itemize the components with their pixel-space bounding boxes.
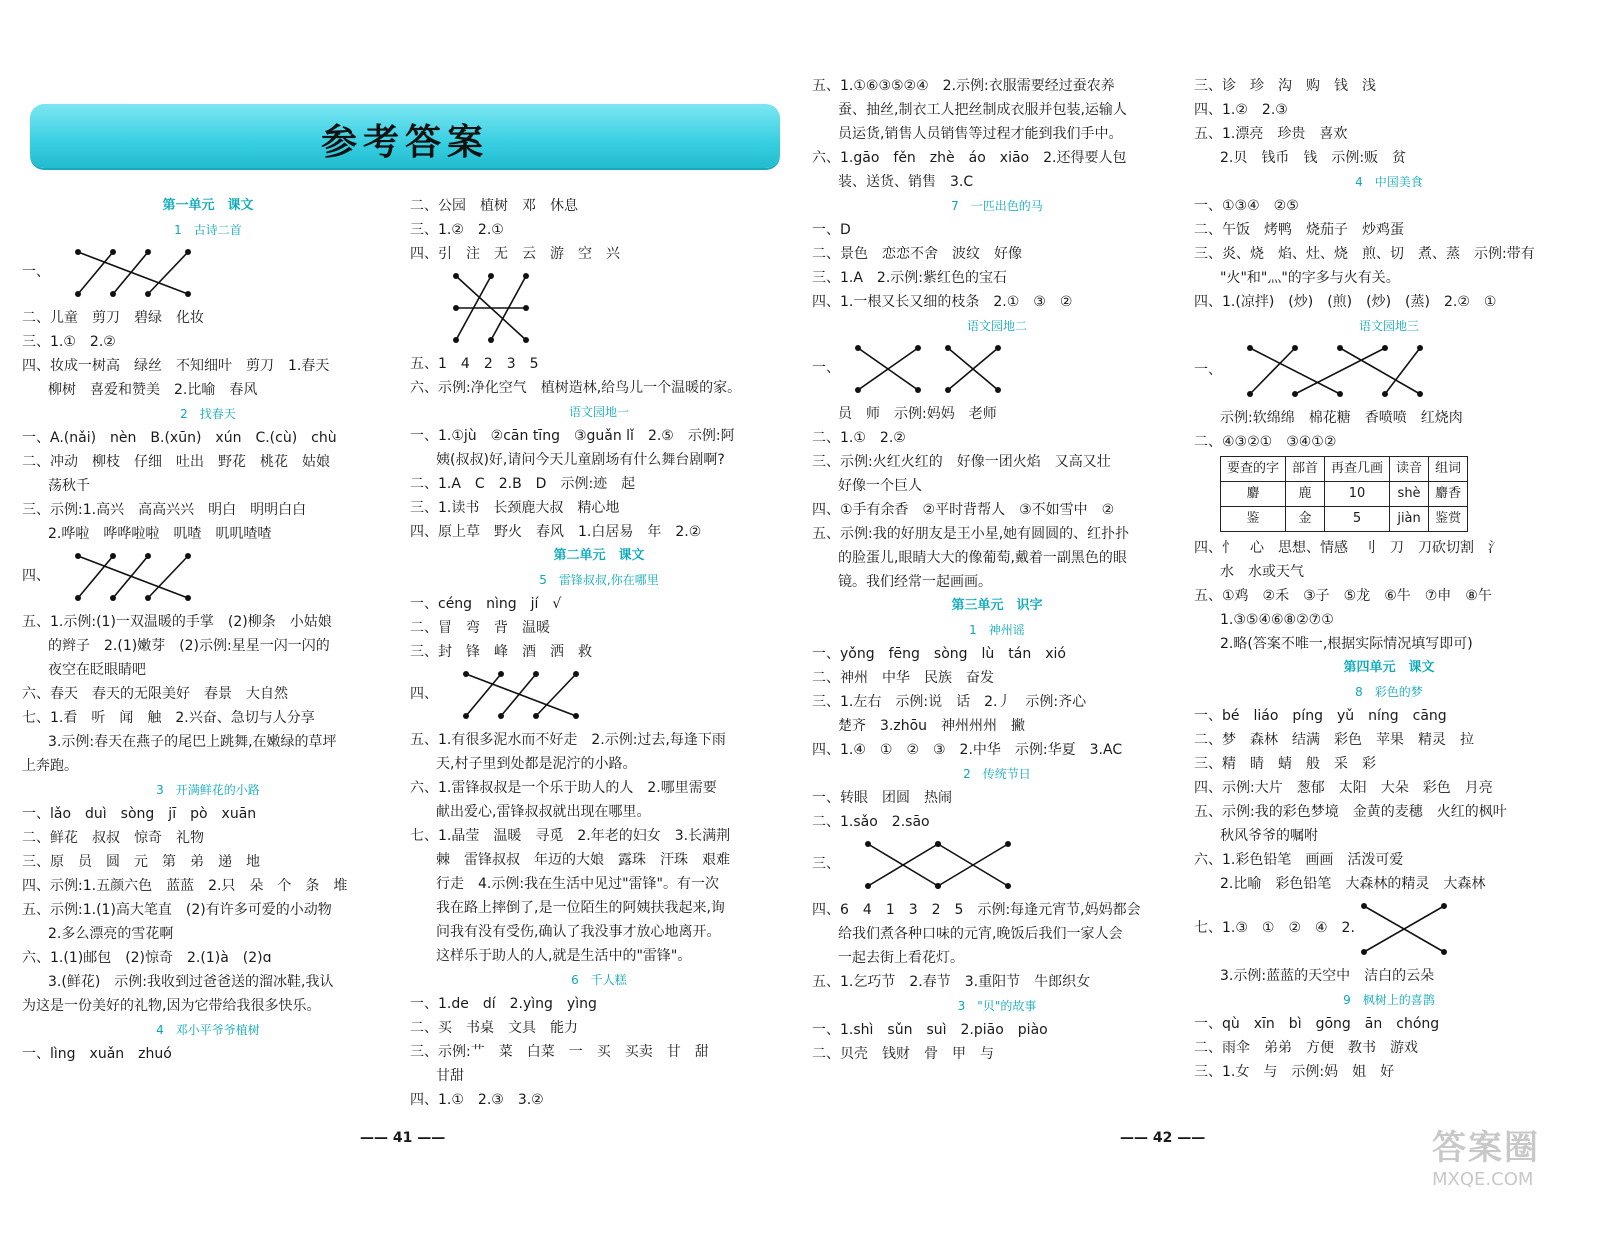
table-cell: 金 — [1286, 507, 1325, 532]
answer-line: 五、1.示例:(1)一双温暖的手掌 (2)柳条 小姑娘 — [22, 614, 332, 630]
banner-title: 参考答案 — [320, 122, 489, 163]
answer-line: 甘甜 — [436, 1068, 464, 1084]
answer-line: 二、1.A C 2.B D 示例:迹 起 — [410, 476, 636, 492]
matching-exercise — [812, 338, 1182, 402]
matching-dot — [523, 305, 529, 311]
matching-dot — [523, 273, 529, 279]
lesson-heading: 1 古诗二首 — [174, 223, 242, 237]
matching-lines-graphic — [436, 666, 606, 726]
page-number-right-value: 42 — [1152, 1130, 1173, 1146]
table-row — [1221, 482, 1468, 507]
matching-dot — [573, 671, 579, 677]
answer-line: 二、公园 植树 邓 休息 — [410, 198, 578, 214]
answer-line: 七、1.看 听 闻 触 2.兴奋、急切与人分享 — [22, 710, 315, 726]
matching-dot — [1292, 345, 1298, 351]
answer-line: 六、1.(1)邮包 (2)惊奇 2.(1)à (2)ɑ — [22, 950, 272, 966]
answer-line: 一、转眼 团圆 热闹 — [812, 790, 952, 806]
matching-line — [1295, 348, 1385, 394]
matching-line — [1250, 348, 1340, 394]
matching-line — [148, 252, 188, 294]
table-header-cell: 要查的字 — [1221, 457, 1286, 482]
answer-line: 三、1.左右 示例:说 话 2.丿 示例:齐心 — [812, 694, 1087, 710]
answer-line: 行走 4.示例:我在生活中见过"雷锋"。有一次 — [436, 876, 719, 892]
lesson-heading: 2 传统节日 — [963, 767, 1031, 781]
matching-dot — [1441, 903, 1447, 909]
matching-dot — [488, 273, 494, 279]
column-1 — [22, 194, 394, 1066]
matching-exercise — [1194, 338, 1584, 406]
exercise-label: 一、 — [22, 264, 50, 280]
answer-line: 一、bé liáo píng yǔ níng cāng — [1194, 708, 1447, 724]
matching-dot — [865, 883, 871, 889]
answer-line: 一、A.(nǎi) nèn B.(xūn) xún C.(cù) chù — [22, 430, 337, 446]
answer-line: 献出爱心,雷锋叔叔就出现在哪里。 — [436, 804, 651, 820]
answer-line: 示例:软绵绵 棉花糖 香喷喷 红烧肉 — [1220, 410, 1463, 426]
answer-line: 四、妆成一树高 绿丝 不知细叶 剪刀 1.春天 — [22, 358, 330, 374]
answer-line: 2.贝 钱币 钱 示例:贩 贫 — [1220, 150, 1407, 166]
answer-line: 三、1.A 2.示例:紫红色的宝石 — [812, 270, 1008, 286]
answer-line: 装、送货、销售 3.C — [838, 174, 974, 190]
lesson-heading: 6 千人糕 — [571, 973, 627, 987]
answer-line: 一、yǒng fēng sòng lù tán xió — [812, 646, 1066, 662]
matching-dot — [915, 345, 921, 351]
answer-line: 四、1.① 2.③ 3.② — [410, 1092, 544, 1108]
matching-dot — [185, 553, 191, 559]
answer-line: 三、1.女 与 示例:妈 姐 好 — [1194, 1064, 1395, 1080]
matching-lines-graphic — [48, 244, 218, 304]
answer-line: 问我有没有受伤,确认了我没事才放心地离开。 — [436, 924, 721, 940]
exercise-label: 一、 — [1194, 362, 1222, 378]
unit-heading: 第一单元 课文 — [162, 198, 254, 213]
table-row — [1221, 507, 1468, 532]
matching-dot — [523, 337, 529, 343]
answer-line: 二、买 书桌 文具 能力 — [410, 1020, 578, 1036]
answer-line: 三、示例:艹 菜 白菜 一 买 买卖 甘 甜 — [410, 1044, 709, 1060]
answer-line: 荡秋千 — [48, 478, 90, 494]
answer-line: 四、1.④ ① ② ③ 2.中华 示例:华夏 3.AC — [812, 742, 1123, 758]
matching-dot — [1361, 949, 1367, 955]
matching-dot — [855, 345, 861, 351]
answer-line: 五、1.漂亮 珍贵 喜欢 — [1194, 126, 1348, 142]
answer-line: 一、céng nìng jí √ — [410, 596, 562, 612]
page-number-left: —— 41 —— — [360, 1130, 446, 1146]
answer-line: 楚齐 3.zhōu 神州州州 撇 — [838, 718, 1026, 734]
matching-lines-graphic — [838, 340, 1008, 400]
answer-line: 六、1.彩色铅笔 画画 活泼可爱 — [1194, 852, 1404, 868]
answer-line: 二、雨伞 弟弟 方便 教书 游戏 — [1194, 1040, 1418, 1056]
answer-line: 二、1.sǎo 2.sāo — [812, 814, 930, 830]
matching-dot — [573, 713, 579, 719]
unit-heading: 第三单元 识字 — [951, 598, 1043, 613]
matching-dot — [1337, 345, 1343, 351]
matching-line — [148, 556, 188, 598]
answer-line: 2.比喻 彩色铅笔 大森林的精灵 大森林 — [1220, 876, 1486, 892]
answer-line: 五、示例:1.(1)高大笔直 (2)有许多可爱的小动物 — [22, 902, 332, 918]
matching-dot — [935, 841, 941, 847]
answer-line: 的脸蛋儿,眼睛大大的像葡萄,戴着一副黑色的眼 — [838, 550, 1127, 566]
answer-line: 四、1.(凉拌) (炒) (煎) (炒) (蒸) 2.② ① — [1194, 294, 1497, 310]
matching-dot — [855, 387, 861, 393]
answer-line: 七、1.晶莹 温暖 寻觅 2.年老的妇女 3.长满荆 — [410, 828, 731, 844]
answer-line: 二、儿童 剪刀 碧绿 化妆 — [22, 310, 204, 326]
answer-line: 四、1.一根又长又细的枝条 2.① ③ ② — [812, 294, 1073, 310]
unit-heading: 第二单元 课文 — [553, 548, 645, 563]
answer-line: 四、6 4 1 3 2 5 示例:每逢元宵节,妈妈都会 — [812, 902, 1141, 918]
answer-line: 二、冲动 柳枝 仔细 吐出 野花 桃花 姑娘 — [22, 454, 330, 470]
matching-dot — [75, 553, 81, 559]
exercise-label: 三、 — [812, 856, 840, 872]
matching-line — [113, 556, 148, 598]
matching-dot — [865, 841, 871, 847]
answer-line: 五、1.①⑥③⑤②④ 2.示例:衣服需要经过蚕农养 — [812, 78, 1115, 94]
answer-line: 2.多么漂亮的雪花啊 — [48, 926, 174, 942]
answer-line: 三、1.② 2.① — [410, 222, 504, 238]
answer-line: 一、①③④ ②⑤ — [1194, 198, 1299, 214]
answer-line: "火"和"灬"的字多与火有关。 — [1220, 270, 1400, 286]
answer-line: 三、原 员 圆 元 第 弟 递 地 — [22, 854, 260, 870]
answer-line: 五、1.乞巧节 2.春节 3.重阳节 牛郎织女 — [812, 974, 1091, 990]
answer-line: 三、炎、烧 焰、灶、烧 煎、切 煮、蒸 示例:带有 — [1194, 246, 1535, 262]
table-cell: shè — [1390, 482, 1429, 507]
matching-line — [1250, 348, 1295, 394]
matching-dot — [1337, 391, 1343, 397]
answer-line: 四、原上草 野火 春风 1.白居易 年 2.② — [410, 524, 702, 540]
matching-dot — [453, 337, 459, 343]
table-header-cell: 再查几画 — [1325, 457, 1390, 482]
answer-line: 一、1.shì sǔn suì 2.piāo piào — [812, 1022, 1048, 1038]
answer-line: 二、1.① 2.② — [812, 430, 906, 446]
matching-exercise — [410, 664, 788, 728]
answer-line: 2.哗啦 哗哗啦啦 叽喳 叽叽喳喳 — [48, 526, 272, 542]
matching-dot — [110, 249, 116, 255]
answer-banner — [30, 104, 780, 168]
answer-line: 五、示例:我的彩色梦境 金黄的麦穗 火红的枫叶 — [1194, 804, 1507, 820]
lesson-heading: 7 一匹出色的马 — [951, 199, 1043, 213]
unit-heading: 第四单元 课文 — [1343, 660, 1435, 675]
column-4 — [1194, 74, 1584, 1084]
answer-line: 二、神州 中华 民族 奋发 — [812, 670, 994, 686]
matching-lines-graphic — [1344, 898, 1464, 962]
column-3 — [812, 74, 1182, 1066]
exercise-label: 四、 — [410, 686, 438, 702]
answer-line: 三、示例:火红火红的 好像一团火焰 又高又壮 — [812, 454, 1111, 470]
answer-line: 蚕、抽丝,制衣工人把丝制成衣服并包装,运输人 — [838, 102, 1127, 118]
table-header-cell: 读音 — [1390, 457, 1429, 482]
matching-line — [113, 252, 148, 294]
matching-lines-graphic — [436, 268, 546, 350]
answer-line: 为这是一份美好的礼物,因为它带给我很多快乐。 — [22, 998, 321, 1014]
answer-line: 四、1.② 2.③ — [1194, 102, 1288, 118]
matching-dot — [533, 671, 539, 677]
answer-line: 四、示例:1.五颜六色 蓝蓝 2.只 朵 个 条 堆 — [22, 878, 348, 894]
table-cell: 5 — [1325, 507, 1390, 532]
matching-line — [1385, 348, 1420, 394]
answer-line: 姨(叔叔)好,请问今天儿童剧场有什么舞台剧啊? — [436, 452, 725, 468]
answer-line: 给我们煮各种口味的元宵,晚饭后我们一家人会 — [838, 926, 1123, 942]
right-page — [800, 0, 1600, 1235]
answer-line: 一、qù xīn bì gōng ān chóng — [1194, 1016, 1440, 1032]
matching-dot — [1382, 345, 1388, 351]
matching-dot — [1417, 391, 1423, 397]
table-header-cell: 组词 — [1429, 457, 1468, 482]
matching-dot — [185, 595, 191, 601]
matching-exercise — [22, 242, 394, 306]
matching-dot — [1441, 949, 1447, 955]
matching-dot — [915, 387, 921, 393]
page-number-right: —— 42 —— — [1120, 1130, 1206, 1146]
answer-line: 四、①手有余香 ②平时背帮人 ③不如雪中 ② — [812, 502, 1115, 518]
answer-line: 三、1.① 2.② — [22, 334, 116, 350]
answer-line: 一、1.de dí 2.yìng yìng — [410, 996, 597, 1012]
matching-dot — [498, 713, 504, 719]
matching-dot — [75, 249, 81, 255]
matching-dot — [1005, 841, 1011, 847]
answer-line: 六、1.雷锋叔叔是一个乐于助人的人 2.哪里需要 — [410, 780, 717, 796]
lesson-heading: 语文园地二 — [966, 319, 1027, 333]
matching-dot — [145, 595, 151, 601]
matching-dot — [1361, 903, 1367, 909]
matching-dot — [185, 291, 191, 297]
matching-lines-graphic — [838, 836, 1038, 896]
answer-line: 夜空在眨眼睛吧 — [48, 662, 146, 678]
answer-line: 2.略(答案不唯一,根据实际情况填写即可) — [1220, 636, 1473, 652]
answer-line: 秋风爷爷的嘱咐 — [1220, 828, 1318, 844]
matching-dot — [945, 345, 951, 351]
matching-lines-graphic — [48, 548, 218, 608]
answer-line: 3.(鲜花) 示例:我收到过爸爸送的溜冰鞋,我认 — [48, 974, 334, 990]
matching-dot — [185, 249, 191, 255]
matching-dot — [145, 291, 151, 297]
answer-line: 天,村子里到处都是泥泞的小路。 — [436, 756, 637, 772]
matching-dot — [1292, 391, 1298, 397]
matching-dot — [498, 671, 504, 677]
answer-line: 五、示例:我的好朋友是王小星,她有圆圆的、红扑扑 — [812, 526, 1130, 542]
matching-exercise — [410, 266, 788, 352]
table-cell: 麝香 — [1429, 482, 1468, 507]
answer-line: 上奔跑。 — [22, 758, 78, 774]
table-cell: 10 — [1325, 482, 1390, 507]
lookup-table — [1220, 456, 1468, 532]
watermark-logo-text: 答案圈 — [1432, 1128, 1540, 1168]
column-2 — [410, 194, 788, 1112]
matching-dot — [1247, 391, 1253, 397]
matching-dot — [75, 595, 81, 601]
answer-line: 三、1.读书 长颈鹿大叔 精心地 — [410, 500, 620, 516]
lesson-heading: 1 神州谣 — [969, 623, 1025, 637]
answer-line: 水 水或天气 — [1220, 564, 1304, 580]
answer-line: 这样乐于助人的人,就是生活中的"雷锋"。 — [436, 948, 692, 964]
matching-dot — [75, 291, 81, 297]
answer-line: 一、D — [812, 222, 851, 238]
exercise-label: 一、 — [812, 360, 840, 376]
answer-line: 四、示例:大片 葱郁 太阳 大朵 彩色 月亮 — [1194, 780, 1493, 796]
lesson-heading: 3 开满鲜花的小路 — [156, 783, 260, 797]
answer-line: 镜。我们经常一起画画。 — [838, 574, 992, 590]
answer-line: 我在路上摔倒了,是一位陌生的阿姨扶我起来,询 — [436, 900, 725, 916]
lesson-heading: 3 "贝"的故事 — [957, 999, 1037, 1013]
answer-line: 三、示例:1.高兴 高高兴兴 明白 明明白白 — [22, 502, 307, 518]
answer-line: 1.③⑤④⑥⑧②⑦① — [1220, 612, 1334, 628]
matching-dot — [110, 553, 116, 559]
answer-line: 六、春天 春天的无限美好 春景 大自然 — [22, 686, 288, 702]
answer-line: 的辫子 2.(1)嫩芽 (2)示例:星星一闪一闪的 — [48, 638, 330, 654]
watermark-url: MXQE.COM — [1432, 1169, 1534, 1190]
matching-exercise — [812, 834, 1182, 898]
matching-dot — [110, 595, 116, 601]
matching-exercise — [1194, 896, 1584, 964]
matching-dot — [533, 713, 539, 719]
matching-dot — [463, 671, 469, 677]
exercise-label: 七、1.③ ① ② ④ 2. — [1194, 920, 1355, 936]
answer-line: 二、冒 弯 背 温暖 — [410, 620, 550, 636]
lesson-heading: 9 枫树上的喜鹊 — [1343, 993, 1435, 1007]
answer-line: 一、lǎo duì sòng jī pò xuān — [22, 806, 257, 822]
lesson-heading: 4 中国美食 — [1355, 175, 1423, 189]
matching-dot — [145, 249, 151, 255]
table-cell: 鹿 — [1286, 482, 1325, 507]
matching-dot — [453, 305, 459, 311]
answer-line: 五、1 4 2 3 5 — [410, 356, 539, 372]
answer-line: 柳树 喜爱和赞美 2.比喻 春风 — [48, 382, 258, 398]
matching-dot — [935, 883, 941, 889]
matching-line — [1340, 348, 1420, 394]
matching-dot — [463, 713, 469, 719]
matching-dot — [110, 291, 116, 297]
matching-dot — [995, 345, 1001, 351]
answer-line: 四、引 注 无 云 游 空 兴 — [410, 246, 620, 262]
answer-line: 棘 雷锋叔叔 年迈的大娘 露珠 汗珠 艰难 — [436, 852, 730, 868]
matching-line — [501, 674, 536, 716]
matching-lines-graphic — [1220, 340, 1430, 404]
answer-line: 三、诊 珍 沟 购 钱 浅 — [1194, 78, 1376, 94]
matching-exercise — [22, 546, 394, 610]
answer-line: 二、贝壳 钱财 骨 甲 与 — [812, 1046, 994, 1062]
answer-line: 六、示例:净化空气 植树造林,给鸟儿一个温暖的家。 — [410, 380, 742, 396]
answer-line: 员 师 示例:妈妈 老师 — [838, 406, 997, 422]
lesson-heading: 4 邓小平爷爷植树 — [156, 1023, 260, 1037]
answer-line: 六、1.gāo fěn zhè áo xiāo 2.还得要人包 — [812, 150, 1127, 166]
answer-line: 二、鲜花 叔叔 惊奇 礼物 — [22, 830, 204, 846]
answer-line: 五、1.有很多泥水而不好走 2.示例:过去,每逢下雨 — [410, 732, 726, 748]
table-cell: jiàn — [1390, 507, 1429, 532]
matching-dot — [1417, 345, 1423, 351]
answer-line: 三、精 睛 蜻 般 采 彩 — [1194, 756, 1376, 772]
answer-line: 一起去街上看花灯。 — [838, 950, 964, 966]
answer-line: 一、1.①jù ②cān tīng ③guǎn lǐ 2.⑤ 示例:阿 — [410, 428, 735, 444]
answer-line: 二、午饭 烤鸭 烧茄子 炒鸡蛋 — [1194, 222, 1404, 238]
answer-line: 二、④③②① ③④①② — [1194, 434, 1337, 450]
matching-dot — [488, 337, 494, 343]
answer-line: 好像一个巨人 — [838, 478, 922, 494]
matching-dot — [1247, 345, 1253, 351]
matching-dot — [945, 387, 951, 393]
table-cell: 鉴 — [1221, 507, 1286, 532]
lesson-heading: 语文园地三 — [1358, 319, 1419, 333]
watermark — [1432, 1120, 1582, 1215]
answer-line: 五、①鸡 ②禾 ③子 ⑤龙 ⑥牛 ⑦申 ⑧午 — [1194, 588, 1492, 604]
matching-dot — [1382, 391, 1388, 397]
lesson-heading: 8 彩色的梦 — [1355, 685, 1423, 699]
answer-line: 四、忄 心 思想、情感 刂 刀 刀砍切割 氵 — [1194, 540, 1502, 556]
matching-dot — [453, 273, 459, 279]
matching-line — [536, 674, 576, 716]
lesson-heading: 2 找春天 — [180, 407, 236, 421]
answer-line: 3.示例:蓝蓝的天空中 洁白的云朵 — [1220, 968, 1435, 984]
answer-line: 二、梦 森林 结满 彩色 苹果 精灵 拉 — [1194, 732, 1474, 748]
exercise-label: 四、 — [22, 568, 50, 584]
table-header-cell: 部首 — [1286, 457, 1325, 482]
lesson-heading: 语文园地一 — [568, 405, 629, 419]
matching-dot — [145, 553, 151, 559]
answer-line: 员运货,销售人员销售等过程才能到我们手中。 — [838, 126, 1123, 142]
matching-dot — [1005, 883, 1011, 889]
answer-line: 一、lìng xuǎn zhuó — [22, 1046, 172, 1062]
table-cell: 鉴赏 — [1429, 507, 1468, 532]
matching-dot — [995, 387, 1001, 393]
table-header-row — [1221, 457, 1468, 482]
answer-line: 三、封 锋 峰 酒 洒 救 — [410, 644, 592, 660]
answer-line: 二、景色 恋恋不舍 波纹 好像 — [812, 246, 1022, 262]
answer-line: 3.示例:春天在燕子的尾巴上跳舞,在嫩绿的草坪 — [48, 734, 337, 750]
lesson-heading: 5 雷锋叔叔,你在哪里 — [539, 573, 659, 587]
page-number-left-value: 41 — [392, 1130, 413, 1146]
table-cell: 麝 — [1221, 482, 1286, 507]
